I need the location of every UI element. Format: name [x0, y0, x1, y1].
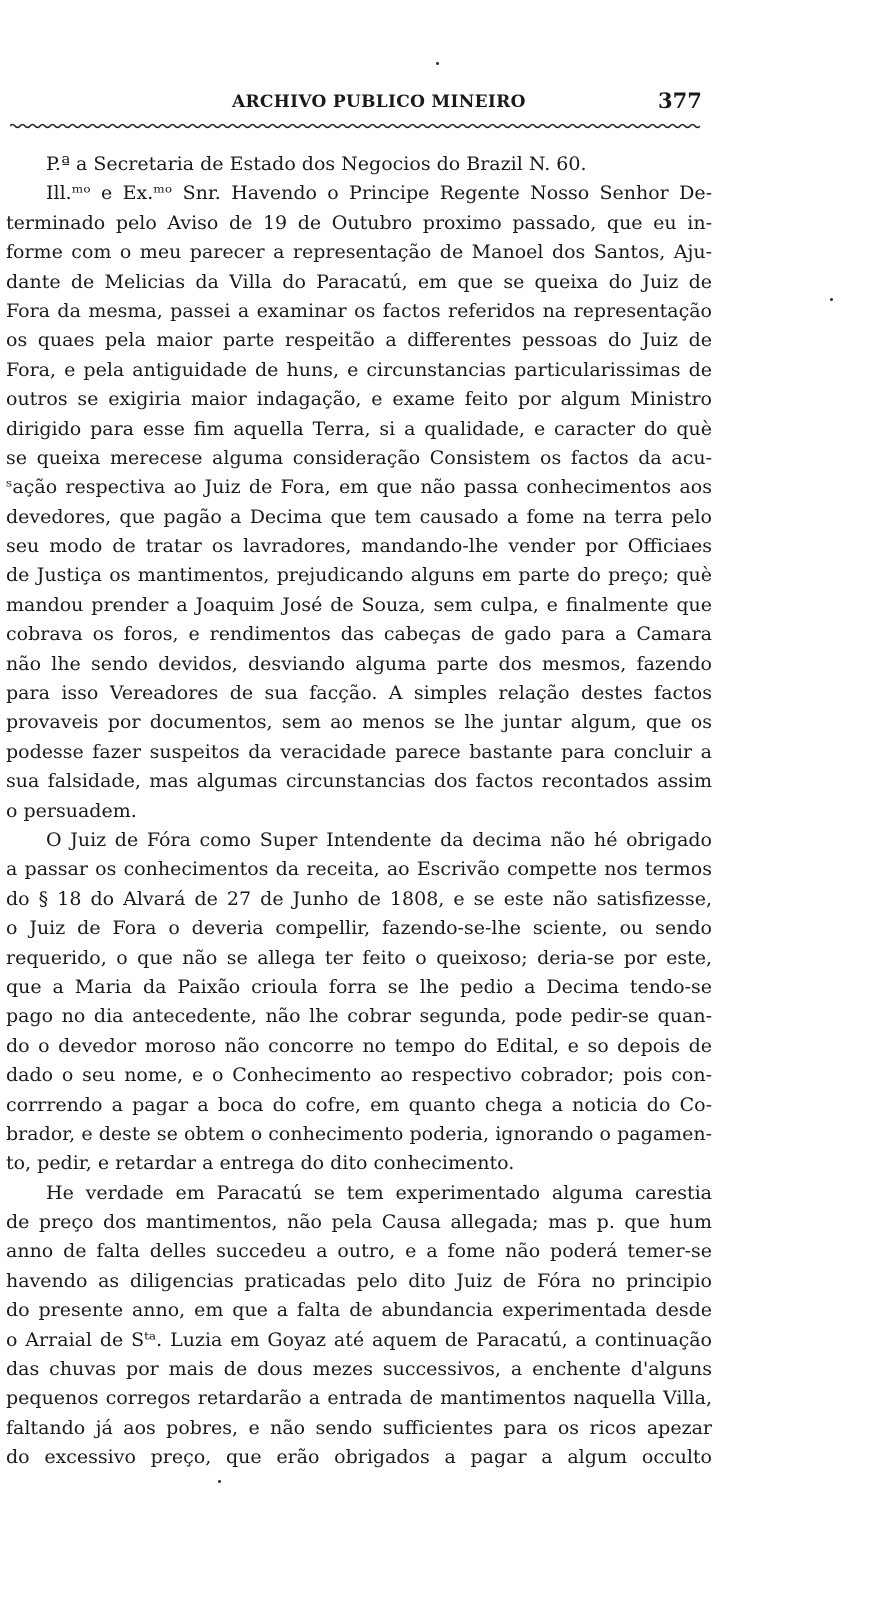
text-line: do o devedor moroso não concorre no tempo do Edital, e so depois de: [6, 1034, 712, 1057]
text-line: sua falsidade, mas algumas circunstancias dos factos recontados assim: [6, 770, 712, 793]
text-line: podesse fazer suspeitos da veracidade parece bastante para concluir a: [6, 740, 712, 763]
text-line: mandou prender a Joaquim José de Souza, sem culpa, e finalmente que: [6, 593, 712, 616]
text-line: das chuvas por mais de dous mezes successivos, a enchente d'alguns: [6, 1358, 712, 1381]
scan-speck: [218, 1480, 221, 1483]
header-rule: [10, 123, 700, 129]
text-line: faltando já aos pobres, e não sendo sufficientes para os ricos apezar: [6, 1416, 712, 1439]
text-line: seu modo de tratar os lavradores, mandando-lhe vender por Officiaes: [6, 535, 712, 558]
text-line: de preço dos mantimentos, não pela Causa allegada; mas p. que hum: [6, 1211, 712, 1234]
text-line: não lhe sendo devidos, desviando alguma parte dos mesmos, fazendo: [6, 652, 712, 675]
text-line: dirigido para esse fim aquella Terra, si a qualidade, e caracter do què: [6, 417, 712, 440]
text-line: to, pedir, e retardar a entrega do dito conhecimento.: [6, 1152, 515, 1175]
text-line: para isso Vereadores de sua facção. A simples relação destes factos: [6, 682, 712, 705]
text-line: dado o seu nome, e o Conhecimento ao respectivo cobrador; pois con-: [6, 1064, 712, 1087]
text-line: brador, e deste se obtem o conhecimento poderia, ignorando o pagamen-: [6, 1122, 712, 1145]
text-line: o persuadem.: [6, 799, 137, 822]
text-line: corrrendo a pagar a boca do cofre, em quanto chega a noticia do Co-: [6, 1093, 712, 1116]
text-line: Fora da mesma, passei a examinar os factos referidos na representação: [6, 299, 712, 322]
letter-heading: P.ª a Secretaria de Estado dos Negocios do Brazil N. 60.: [46, 153, 587, 175]
text-line: o Arraial de Sᵗᵃ. Luzia em Goyaz até aquem de Paracatú, a continuação: [6, 1328, 712, 1351]
text-line: provaveis por documentos, sem ao menos se lhe juntar algum, que os: [6, 711, 712, 734]
text-line: Fora, e pela antiguidade de huns, e circunstancias particularissimas de: [6, 358, 712, 381]
text-line: se queixa merecese alguma consideração Consistem os factos da acu-: [6, 446, 712, 469]
scan-speck: [436, 62, 439, 65]
page-number: 377: [658, 88, 702, 113]
text-line: devedores, que pagão a Decima que tem causado a fome na terra pelo: [6, 505, 712, 528]
text-line: a passar os conhecimentos da receita, ao Escrivão compette nos termos: [6, 858, 712, 881]
text-line: que a Maria da Paixão crioula forra se lhe pedio a Decima tendo-se: [6, 975, 712, 998]
running-header: [0, 88, 878, 118]
text-line: O Juiz de Fóra como Super Intendente da decima não hé obrigado: [46, 828, 712, 851]
running-title: ARCHIVO PUBLICO MINEIRO: [232, 92, 526, 112]
text-line: terminado pelo Aviso de 19 de Outubro proximo passado, que eu in-: [6, 211, 712, 234]
text-line: ˢação respectiva ao Juiz de Fora, em que não passa conhecimentos aos: [6, 476, 712, 499]
text-line: requerido, o que não se allega ter feito o queixoso; deria-se por este,: [6, 946, 712, 969]
text-line: pago no dia antecedente, não lhe cobrar segunda, pode pedir-se quan-: [6, 1005, 712, 1028]
text-line: o Juiz de Fora o deveria compellir, fazendo-se-lhe sciente, ou sendo: [6, 917, 712, 940]
body-text: [6, 150, 712, 1473]
text-line: do presente anno, em que a falta de abundancia experimentada desde: [6, 1299, 712, 1322]
text-line: os quaes pela maior parte respeitão a differentes pessoas do Juiz de: [6, 329, 712, 352]
text-line: do § 18 do Alvará de 27 de Junho de 1808, e se este não satisfizesse,: [6, 887, 712, 910]
text-line: outros se exigiria maior indagação, e exame feito por algum Ministro: [6, 388, 712, 411]
text-line: Ill.ᵐᵒ e Ex.ᵐᵒ Snr. Havendo o Principe Regente Nosso Senhor De-: [46, 182, 712, 205]
text-line: havendo as diligencias praticadas pelo dito Juiz de Fóra no principio: [6, 1269, 712, 1292]
text-line: cobrava os foros, e rendimentos das cabeças de gado para a Camara: [6, 623, 712, 646]
text-line: pequenos corregos retardarão a entrada de mantimentos naquella Villa,: [6, 1387, 712, 1410]
scan-speck: [830, 298, 833, 301]
text-line: do excessivo preço, que erão obrigados a pagar a algum occulto: [6, 1446, 712, 1469]
text-line: forme com o meu parecer a representação de Manoel dos Santos, Aju-: [6, 241, 712, 264]
text-line: anno de falta delles succedeu a outro, e a fome não poderá temer-se: [6, 1240, 712, 1263]
text-line: He verdade em Paracatú se tem experimentado alguma carestia: [46, 1181, 712, 1204]
text-line: de Justiça os mantimentos, prejudicando alguns em parte do preço; què: [6, 564, 712, 587]
text-line: dante de Melicias da Villa do Paracatú, em que se queixa do Juiz de: [6, 270, 712, 293]
